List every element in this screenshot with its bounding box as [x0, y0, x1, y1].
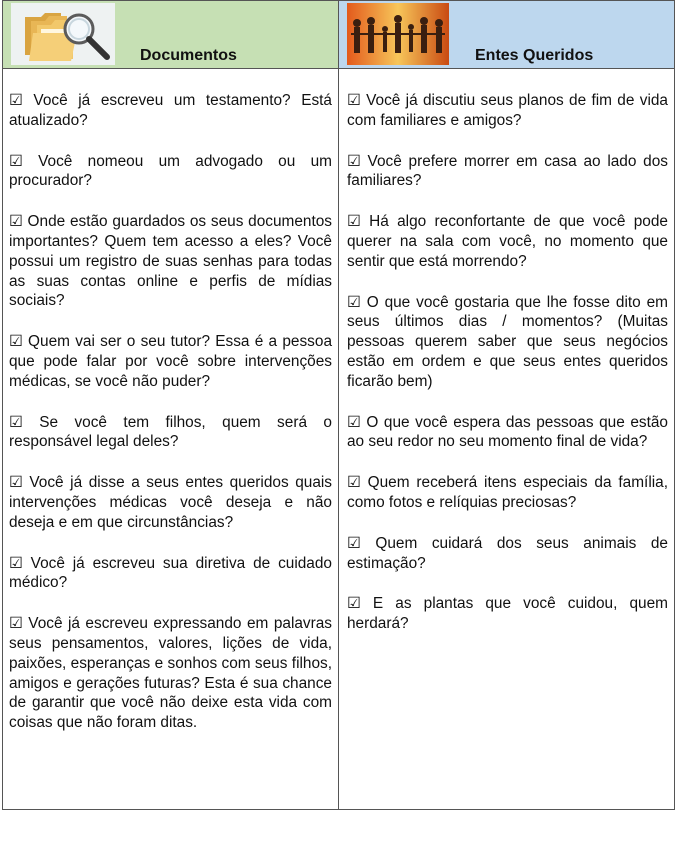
loved-ones-title: Entes Queridos [475, 47, 594, 64]
list-item: ☑ Você prefere morrer em casa ao lado dos familiares? [347, 152, 668, 190]
loved-ones-list [347, 91, 668, 655]
documents-column [3, 1, 339, 809]
list-item: ☑ Quem receberá itens especiais da família, como fotos e relíquias preciosas? [347, 474, 668, 511]
documents-list [9, 91, 332, 754]
list-item: ☑ O que você gostaria que lhe fosse dito em seus últimos dias / momentos? (Muitas pessoas querem saber que seus negócios estão em ordem e que seus entes queridos ficarão bem) [347, 293, 668, 390]
documents-header [3, 1, 338, 69]
list-item: ☑ Você já escreveu um testamento? Está atualizado? [9, 92, 332, 129]
folder-magnifier-icon [11, 3, 115, 65]
loved-ones-column [339, 1, 674, 809]
list-item: ☑ O que você espera das pessoas que estão ao seu redor no seu momento final de vida? [347, 413, 668, 451]
list-item: ☑ Você já escreveu expressando em palavras seus pensamentos, valores, lições de vida, paixões, esperanças e sonhos com seus filhos, amigos e gerações futuras? Esta é sua chance de garantir que você não deixe esta vida com coisas que não foram ditas. [9, 615, 332, 732]
list-item: ☑ Você já disse a seus entes queridos quais intervenções médicas você deseja e não deseja e em que circunstâncias? [9, 474, 332, 531]
loved-ones-header [339, 1, 674, 69]
list-item: ☑ Onde estão guardados os seus documentos importantes? Quem tem acesso a eles? Você possui um registro de suas senhas para todas as suas contas online e perfis de mídias sociais? [9, 213, 332, 310]
list-item: ☑ Se você tem filhos, quem será o responsável legal deles? [9, 413, 332, 451]
list-item: ☑ Quem vai ser o seu tutor? Essa é a pessoa que pode falar por você sobre intervenções médicas, se você não puder? [9, 333, 332, 390]
list-item: ☑ E as plantas que você cuidou, quem herdará? [347, 595, 668, 633]
list-item: ☑ Você nomeou um advogado ou um procurador? [9, 152, 332, 190]
documents-title: Documentos [140, 47, 237, 64]
checklist-table [2, 0, 675, 810]
family-silhouettes-icon [347, 3, 449, 65]
list-item: ☑ Há algo reconfortante de que você pode querer na sala com você, no momento que sentir que está morrendo? [347, 213, 668, 270]
list-item: ☑ Você já discutiu seus planos de fim de vida com familiares e amigos? [347, 92, 668, 129]
list-item: ☑ Você já escreveu sua diretiva de cuidado médico? [9, 554, 332, 592]
list-item: ☑ Quem cuidará dos seus animais de estimação? [347, 534, 668, 572]
